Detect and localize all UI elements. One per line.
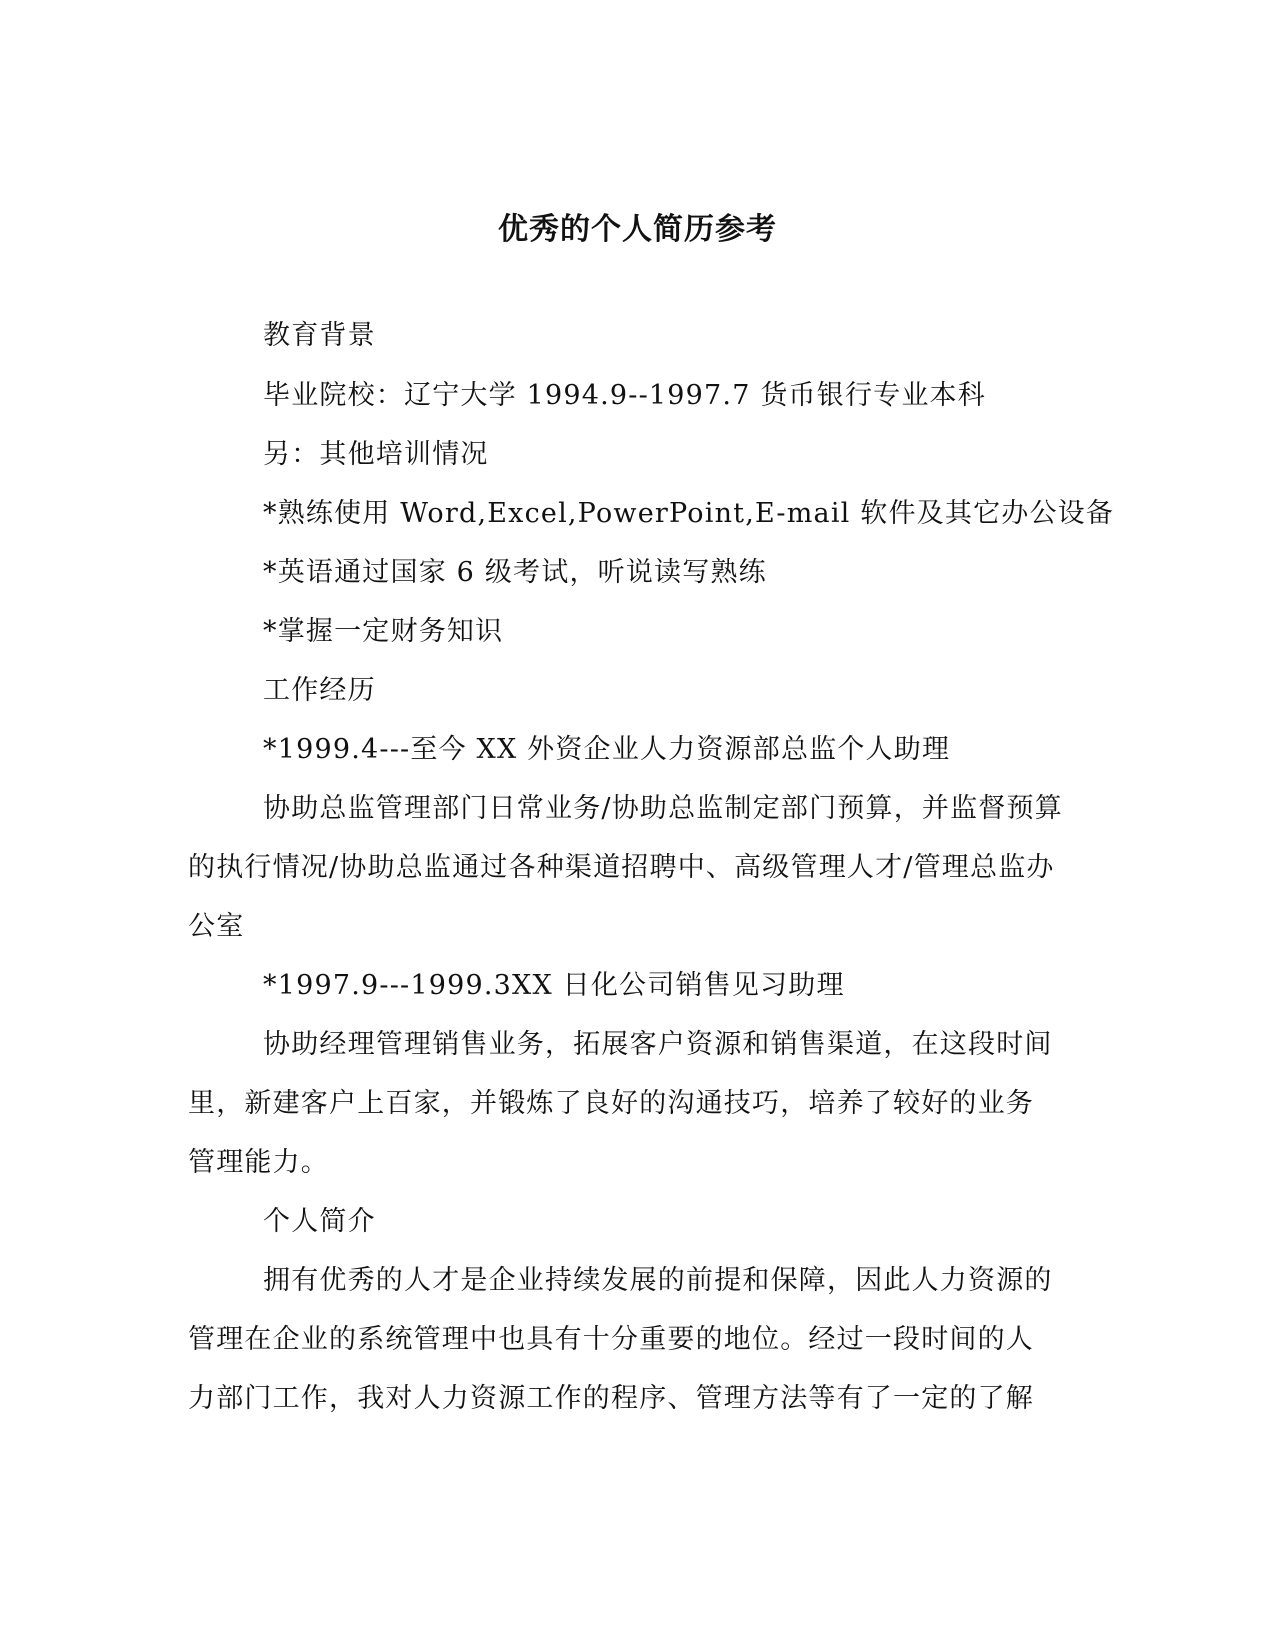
education-graduated-school: 毕业院校：辽宁大学 1994.9--1997.7 货币银行专业本科 xyxy=(263,380,986,411)
profile-line-3: 力部门工作，我对人力资源工作的程序、管理方法等有了一定的了解 xyxy=(188,1383,1034,1414)
section-heading-work-experience: 工作经历 xyxy=(263,675,376,706)
job-1-description-line-1: 协助总监管理部门日常业务/协助总监制定部门预算，并监督预算 xyxy=(263,793,1063,824)
job-1-description-line-2: 的执行情况/协助总监通过各种渠道招聘中、高级管理人才/管理总监办 xyxy=(188,852,1055,883)
profile-line-2: 管理在企业的系统管理中也具有十分重要的地位。经过一段时间的人 xyxy=(188,1324,1034,1355)
job-2-description-line-1: 协助经理管理销售业务，拓展客户资源和销售渠道，在这段时间 xyxy=(263,1029,1053,1060)
skill-finance: *掌握一定财务知识 xyxy=(263,616,504,647)
document-title: 优秀的个人简历参考 xyxy=(498,212,777,247)
job-2-description-line-2: 里，新建客户上百家，并锻炼了良好的沟通技巧，培养了较好的业务 xyxy=(188,1088,1034,1119)
section-heading-profile: 个人简介 xyxy=(263,1206,376,1237)
section-heading-education: 教育背景 xyxy=(263,320,376,351)
job-1-title: *1999.4---至今 XX 外资企业人力资源部总监个人助理 xyxy=(263,734,951,765)
job-1-description-line-3: 公室 xyxy=(188,911,245,942)
education-other-training: 另：其他培训情况 xyxy=(263,439,489,470)
skill-english: *英语通过国家 6 级考试，听说读写熟练 xyxy=(263,557,767,588)
job-2-title: *1997.9---1999.3XX 日化公司销售见习助理 xyxy=(263,970,845,1001)
job-2-description-line-3: 管理能力。 xyxy=(188,1147,329,1178)
skill-office-software: *熟练使用 Word,Excel,PowerPoint,E-mail 软件及其它办公设备 xyxy=(263,498,1115,529)
profile-line-1: 拥有优秀的人才是企业持续发展的前提和保障，因此人力资源的 xyxy=(263,1265,1053,1296)
